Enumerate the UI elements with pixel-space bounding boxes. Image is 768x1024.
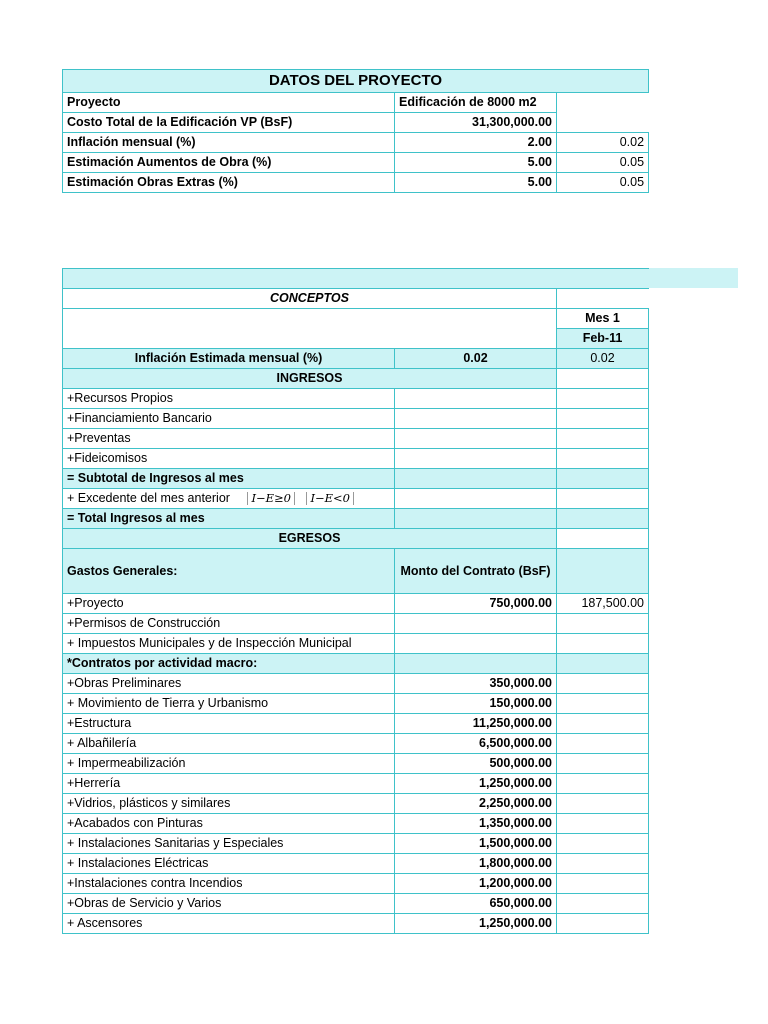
contrato-amount[interactable]: 2,250,000.00	[395, 794, 557, 814]
table-row	[63, 153, 649, 173]
gasto-amount[interactable]: 750,000.00	[395, 594, 557, 614]
project-data-table	[62, 69, 649, 193]
ingreso-amount[interactable]	[395, 389, 557, 409]
table-row	[63, 774, 649, 794]
contrato-month[interactable]	[557, 834, 649, 854]
table-row	[63, 614, 649, 634]
ingreso-label: +Fideicomisos	[63, 449, 395, 469]
ingreso-amount[interactable]	[395, 409, 557, 429]
subtotal-amount	[395, 469, 557, 489]
table-row	[63, 429, 649, 449]
empty-cell	[557, 369, 649, 389]
total-month	[557, 509, 649, 529]
empty-cell	[557, 289, 649, 309]
contrato-amount[interactable]: 1,500,000.00	[395, 834, 557, 854]
contrato-label: + Albañilería	[63, 734, 395, 754]
contrato-amount[interactable]: 1,350,000.00	[395, 814, 557, 834]
table-row	[63, 734, 649, 754]
gasto-month	[557, 614, 649, 634]
contrato-month[interactable]	[557, 754, 649, 774]
empty-cell	[557, 549, 649, 594]
increase-label: Estimación Aumentos de Obra (%)	[63, 153, 395, 173]
ingresos-header: INGRESOS	[63, 369, 557, 389]
empty-cell	[63, 309, 557, 349]
contrato-amount[interactable]: 1,800,000.00	[395, 854, 557, 874]
contrato-amount[interactable]: 6,500,000.00	[395, 734, 557, 754]
ingreso-label: +Preventas	[63, 429, 395, 449]
table-row	[63, 389, 649, 409]
contrato-amount[interactable]: 1,250,000.00	[395, 914, 557, 934]
contrato-amount[interactable]: 350,000.00	[395, 674, 557, 694]
table-row	[63, 173, 649, 193]
contrato-amount[interactable]: 1,200,000.00	[395, 874, 557, 894]
excedente-label: + Excedente del mes anterior	[67, 491, 230, 505]
table-row	[63, 93, 649, 113]
inflacion-label: Inflación Estimada mensual (%)	[63, 349, 395, 369]
empty-cell	[557, 654, 649, 674]
empty-cell	[395, 654, 557, 674]
conceptos-header: CONCEPTOS	[63, 289, 557, 309]
table-row	[63, 113, 649, 133]
project-title: DATOS DEL PROYECTO	[63, 70, 649, 93]
contrato-label: +Estructura	[63, 714, 395, 734]
ingreso-amount[interactable]	[395, 429, 557, 449]
contrato-amount[interactable]: 1,250,000.00	[395, 774, 557, 794]
table-row	[63, 834, 649, 854]
table-row	[63, 449, 649, 469]
contrato-month[interactable]	[557, 914, 649, 934]
table-row	[63, 814, 649, 834]
contrato-amount[interactable]: 150,000.00	[395, 694, 557, 714]
gasto-month: 187,500.00	[557, 594, 649, 614]
ingreso-month[interactable]	[557, 409, 649, 429]
ingreso-label: +Recursos Propios	[63, 389, 395, 409]
excedente-row-label	[63, 489, 395, 509]
inflation-label: Inflación mensual (%)	[63, 133, 395, 153]
table-row	[63, 594, 649, 614]
egresos-header: EGRESOS	[63, 529, 557, 549]
contrato-label: +Instalaciones contra Incendios	[63, 874, 395, 894]
cost-value[interactable]: 31,300,000.00	[395, 113, 557, 133]
contrato-label: +Herrería	[63, 774, 395, 794]
subtotal-label: = Subtotal de Ingresos al mes	[63, 469, 395, 489]
extras-value[interactable]: 5.00	[395, 173, 557, 193]
subtotal-month	[557, 469, 649, 489]
gasto-month	[557, 634, 649, 654]
ingreso-month[interactable]	[557, 449, 649, 469]
ingreso-amount[interactable]	[395, 449, 557, 469]
table-row	[63, 874, 649, 894]
cost-label: Costo Total de la Edificación VP (BsF)	[63, 113, 395, 133]
header-band	[646, 268, 738, 288]
table-row	[63, 794, 649, 814]
table-row	[63, 133, 649, 153]
contrato-label: +Obras Preliminares	[63, 674, 395, 694]
formula-negative: I−E<0	[306, 492, 354, 505]
project-value[interactable]: Edificación de 8000 m2	[395, 93, 557, 113]
table-row	[63, 694, 649, 714]
contrato-amount[interactable]: 11,250,000.00	[395, 714, 557, 734]
excedente-month	[557, 489, 649, 509]
extras-label: Estimación Obras Extras (%)	[63, 173, 395, 193]
contrato-month[interactable]	[557, 814, 649, 834]
gasto-label: + Impuestos Municipales y de Inspección Municipal	[63, 634, 395, 654]
inflation-fraction: 0.02	[557, 133, 649, 153]
contrato-label: +Acabados con Pinturas	[63, 814, 395, 834]
table-row	[63, 409, 649, 429]
table-row	[63, 674, 649, 694]
contrato-label: + Movimiento de Tierra y Urbanismo	[63, 694, 395, 714]
header-band-row	[63, 269, 649, 289]
contrato-month[interactable]	[557, 794, 649, 814]
gasto-amount[interactable]	[395, 634, 557, 654]
total-amount	[395, 509, 557, 529]
cashflow-table	[62, 268, 649, 934]
table-row	[63, 854, 649, 874]
table-row	[63, 914, 649, 934]
contrato-amount[interactable]: 650,000.00	[395, 894, 557, 914]
table-row	[63, 754, 649, 774]
month-number: Mes 1	[557, 309, 649, 329]
contrato-month[interactable]	[557, 694, 649, 714]
contrato-label: +Vidrios, plásticos y similares	[63, 794, 395, 814]
ingreso-month[interactable]	[557, 429, 649, 449]
increase-value[interactable]: 5.00	[395, 153, 557, 173]
empty-cell	[557, 113, 649, 133]
contrato-month[interactable]	[557, 894, 649, 914]
extras-fraction: 0.05	[557, 173, 649, 193]
ingreso-month[interactable]	[557, 389, 649, 409]
gasto-label: +Permisos de Construcción	[63, 614, 395, 634]
contrato-month[interactable]	[557, 714, 649, 734]
inflation-value[interactable]: 2.00	[395, 133, 557, 153]
empty-cell	[557, 529, 649, 549]
contrato-month[interactable]	[557, 854, 649, 874]
monto-header: Monto del Contrato (BsF)	[395, 549, 557, 594]
table-row	[63, 634, 649, 654]
increase-fraction: 0.05	[557, 153, 649, 173]
contrato-month[interactable]	[557, 774, 649, 794]
formula-positive: I−E≥0	[247, 492, 295, 505]
contrato-label: +Obras de Servicio y Varios	[63, 894, 395, 914]
excedente-amount	[395, 489, 557, 509]
ingreso-label: +Financiamiento Bancario	[63, 409, 395, 429]
gasto-amount[interactable]	[395, 614, 557, 634]
contrato-label: + Impermeabilización	[63, 754, 395, 774]
table-row	[63, 894, 649, 914]
contrato-label: + Instalaciones Eléctricas	[63, 854, 395, 874]
gasto-label: +Proyecto	[63, 594, 395, 614]
empty-cell	[557, 93, 649, 113]
contratos-label: *Contratos por actividad macro:	[63, 654, 395, 674]
contrato-month[interactable]	[557, 734, 649, 754]
contrato-month[interactable]	[557, 874, 649, 894]
contrato-label: + Instalaciones Sanitarias y Especiales	[63, 834, 395, 854]
contrato-month[interactable]	[557, 674, 649, 694]
gastos-label: Gastos Generales:	[63, 549, 395, 594]
table-row	[63, 714, 649, 734]
contrato-amount[interactable]: 500,000.00	[395, 754, 557, 774]
total-label: = Total Ingresos al mes	[63, 509, 395, 529]
inflacion-value[interactable]: 0.02	[395, 349, 557, 369]
project-label: Proyecto	[63, 93, 395, 113]
contrato-label: + Ascensores	[63, 914, 395, 934]
month-date: Feb-11	[557, 329, 649, 349]
inflacion-month: 0.02	[557, 349, 649, 369]
